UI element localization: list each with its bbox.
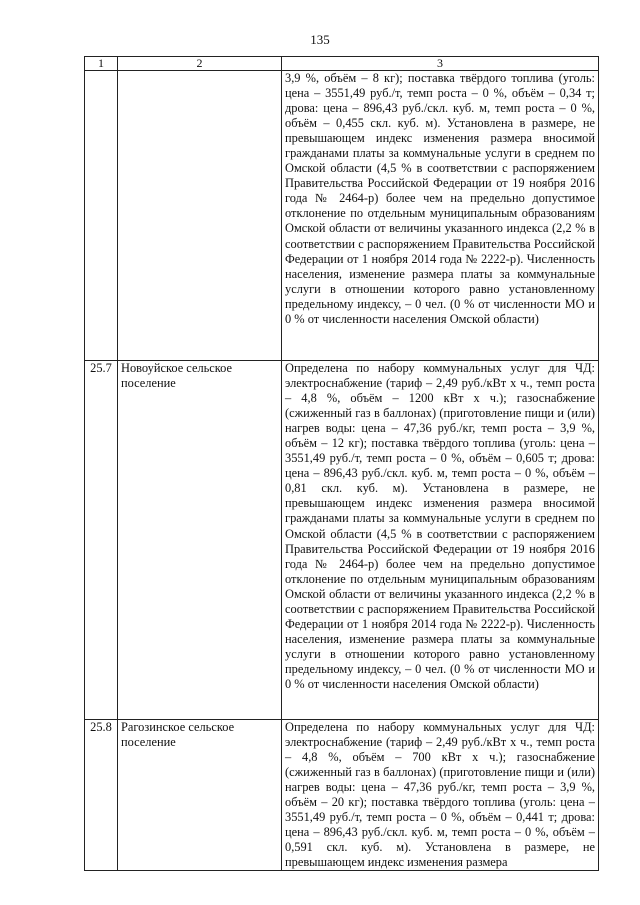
row-number-cell: 25.8 bbox=[85, 720, 118, 871]
table-header-row bbox=[85, 57, 599, 71]
description-cell: 3,9 %, объём – 8 кг); поставка твёрдого топлива (уголь: цена – 3551,49 руб./т, темп роста – 0 %, объём – 0,34 т; дрова: цена – 896,43 руб./скл. куб. м, темп роста – 0 %, объём – 0,455 скл. куб. м). Установлена в размере, не превышающем индекс изменения размера вносимой гражданами платы за коммунальные услуги в среднем по Омской области (4,5 % в соответствии с распоряжением Правительства Российской Федерации от 19 ноября 2016 года № 2464-р) более чем на предельно допустимое отклонение по отдельным муниципальным образованиям Омской области от величины указанного индекса (2,2 % в соответствии с распоряжением Правительства Российской Федерации от 1 ноября 2014 года № 2222-р). Численность населения, изменение размера платы за коммунальные услуги в отношении которого равно установленному предельному индексу, – 0 чел. (0 % от численности МО и 0 % от численности населения Омской области) bbox=[282, 71, 599, 361]
municipality-name-cell bbox=[118, 71, 282, 361]
table-row bbox=[85, 71, 599, 361]
column-header-1: 1 bbox=[85, 57, 118, 71]
municipality-name-cell: Новоуйское сельское поселение bbox=[118, 361, 282, 720]
row-number-cell: 25.7 bbox=[85, 361, 118, 720]
table-row bbox=[85, 361, 599, 720]
page-number: 135 bbox=[310, 32, 330, 47]
row-number-cell bbox=[85, 71, 118, 361]
column-header-3: 3 bbox=[282, 57, 599, 71]
table-row bbox=[85, 720, 599, 871]
column-header-2: 2 bbox=[118, 57, 282, 71]
description-cell: Определена по набору коммунальных услуг для ЧД: электроснабжение (тариф – 2,49 руб./кВт х ч., темп роста – 4,8 %, объём – 1200 кВт х ч.); газоснабжение (сжиженный газ в баллонах) (приготовление пищи и (или) нагрев воды: цена – 47,36 руб./кг, темп роста – 3,9 %, объём – 12 кг); поставка твёрдого топлива (уголь: цена – 3551,49 руб./т, темп роста – 0 %, объём – 0,605 т; дрова: цена – 896,43 руб./скл. куб. м, темп роста – 0 %, объём – 0,81 скл. куб. м). Установлена в размере, не превышающем индекс изменения размера вносимой гражданами платы за коммунальные услуги в среднем по Омской области (4,5 % в соответствии с распоряжением Правительства Российской Федерации от 19 ноября 2016 года № 2464-р) более чем на предельно допустимое отклонение по отдельным муниципальным образованиям Омской области от величины указанного индекса (2,2 % в соответствии с распоряжением Правительства Российской Федерации от 1 ноября 2014 года № 2222-р). Численность населения, изменение размера платы за коммунальные услуги в отношении которого равно установленному предельному индексу, – 0 чел. (0 % от численности МО и 0 % от численности населения Омской области) bbox=[282, 361, 599, 720]
description-cell: Определена по набору коммунальных услуг для ЧД: электроснабжение (тариф – 2,49 руб./кВт х ч., темп роста – 4,8 %, объём – 700 кВт х ч.); газоснабжение (сжиженный газ в баллонах) (приготовление пищи и (или) нагрев воды: цена – 47,36 руб./кг, темп роста – 3,9 %, объём – 20 кг); поставка твёрдого топлива (уголь: цена – 3551,49 руб./т, темп роста – 0 %, объём – 0,441 т; дрова: цена – 896,43 руб./скл. куб. м, темп роста – 0 %, объём – 0,591 скл. куб. м). Установлена в размере, не превышающем индекс изменения размера bbox=[282, 720, 599, 871]
tariff-table bbox=[84, 56, 599, 871]
municipality-name-cell: Рагозинское сельское поселение bbox=[118, 720, 282, 871]
